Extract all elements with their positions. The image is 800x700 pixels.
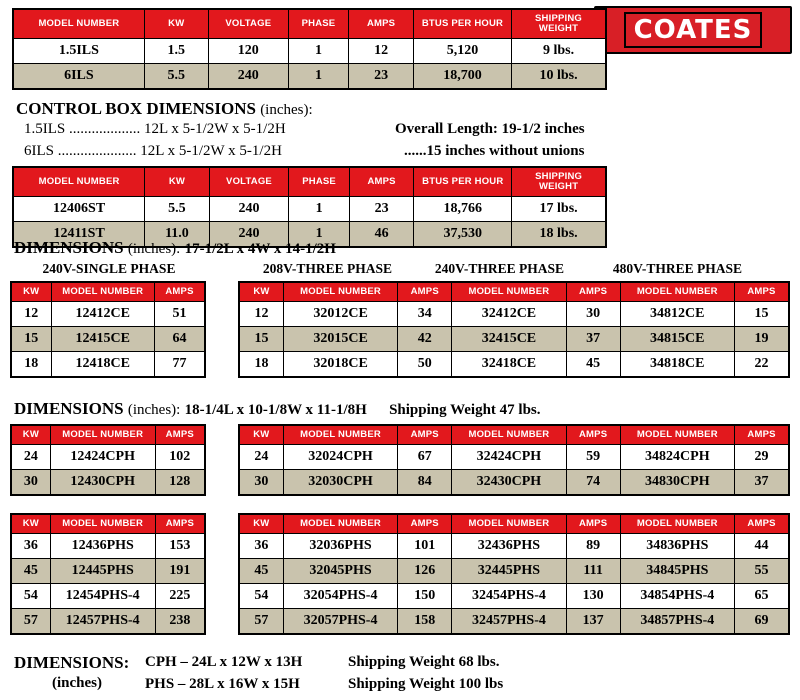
cell-kw: 12 bbox=[239, 301, 283, 326]
cell-kw: 45 bbox=[239, 558, 283, 583]
cell-kw: 5.5 bbox=[144, 63, 208, 89]
table-row bbox=[11, 583, 205, 608]
table-row bbox=[11, 444, 205, 469]
th-model-number-208: MODEL NUMBER bbox=[283, 514, 398, 533]
table-row bbox=[13, 38, 606, 63]
table-row bbox=[11, 351, 205, 377]
group-label-480v-three: 480V-THREE PHASE bbox=[612, 261, 743, 276]
cell-amps: 225 bbox=[155, 583, 205, 608]
footer-dims-label: DIMENSIONS: bbox=[14, 653, 130, 672]
table-row bbox=[239, 583, 789, 608]
cell-amps-240: 74 bbox=[566, 469, 620, 495]
group-label-208v-three: 208V-THREE PHASE bbox=[262, 261, 393, 276]
cell-btus: 18,766 bbox=[414, 196, 512, 221]
th-kw: KW bbox=[11, 425, 50, 444]
cell-kw: 57 bbox=[11, 608, 50, 634]
dimensions-line-ce bbox=[14, 399, 541, 419]
cell-model-480: 34857PHS-4 bbox=[620, 608, 735, 634]
th-model-number: MODEL NUMBER bbox=[13, 9, 144, 38]
table-st-specs bbox=[12, 166, 607, 248]
cell-model-240: 32415CE bbox=[452, 326, 566, 351]
table-row bbox=[11, 533, 205, 558]
th-btus: BTUS PER HOUR bbox=[414, 167, 512, 196]
table-header-row bbox=[13, 9, 606, 38]
footer-phs-dims: PHS – 28L x 16W x 15H bbox=[145, 676, 300, 692]
cell-voltage: 240 bbox=[209, 196, 289, 221]
cell-kw: 12 bbox=[11, 301, 51, 326]
cell-model-208: 32012CE bbox=[283, 301, 397, 326]
control-box-line-1 bbox=[24, 121, 286, 138]
cell-kw: 24 bbox=[239, 444, 283, 469]
cell-amps-240: 137 bbox=[566, 608, 620, 634]
cell-kw: 54 bbox=[11, 583, 50, 608]
group-label-240v-single: 240V-SINGLE PHASE bbox=[42, 261, 176, 276]
cell-model-208: 32018CE bbox=[283, 351, 397, 377]
cell-model-240: 32412CE bbox=[452, 301, 566, 326]
cell-model-240: 32418CE bbox=[452, 351, 566, 377]
cell-voltage: 120 bbox=[208, 38, 288, 63]
th-amps: AMPS bbox=[154, 282, 205, 301]
cell-amps: 102 bbox=[155, 444, 205, 469]
th-model-number-208: MODEL NUMBER bbox=[283, 282, 397, 301]
th-amps: AMPS bbox=[349, 9, 414, 38]
cell-weight: 17 lbs. bbox=[512, 196, 606, 221]
th-kw: KW bbox=[145, 167, 209, 196]
cell-kw: 18 bbox=[239, 351, 283, 377]
dims3-units: (inches): bbox=[127, 402, 181, 418]
cell-amps-480: 15 bbox=[734, 301, 789, 326]
logo-inner-frame bbox=[624, 12, 763, 48]
table-phs-three-phase bbox=[238, 513, 790, 635]
cell-model-480: 34824CPH bbox=[620, 444, 735, 469]
cell-amps-208: 42 bbox=[398, 326, 452, 351]
cell-btus: 37,530 bbox=[414, 221, 512, 247]
table-row bbox=[239, 301, 789, 326]
cell-model-208: 32054PHS-4 bbox=[283, 583, 398, 608]
cell-amps: 12 bbox=[349, 38, 414, 63]
cell-amps-240: 30 bbox=[566, 301, 620, 326]
cell-model: 12412CE bbox=[51, 301, 154, 326]
cell-phase: 1 bbox=[289, 221, 349, 247]
cell-kw: 45 bbox=[11, 558, 50, 583]
cell-model: 12445PHS bbox=[50, 558, 155, 583]
dims2-units: (inches): bbox=[127, 241, 181, 257]
control-box-without-unions: ......15 inches without unions bbox=[404, 143, 585, 159]
cell-amps: 191 bbox=[155, 558, 205, 583]
cell-amps: 23 bbox=[349, 196, 414, 221]
cell-amps: 51 bbox=[154, 301, 205, 326]
dims3-value: 18-1/4L x 10-1/8W x 11-1/8H bbox=[184, 402, 367, 418]
th-voltage: VOLTAGE bbox=[209, 167, 289, 196]
footer-phs-weight: Shipping Weight 100 lbs bbox=[348, 676, 504, 692]
cell-phase: 1 bbox=[288, 38, 348, 63]
th-amps-480: AMPS bbox=[735, 514, 789, 533]
dims3-weight: Shipping Weight 47 lbs. bbox=[389, 402, 541, 418]
dims2-value: 17-1/2L x 4W x 14-1/2H bbox=[184, 241, 336, 257]
cell-model-208: 32030CPH bbox=[283, 469, 398, 495]
cell-amps-480: 65 bbox=[735, 583, 789, 608]
th-amps-480: AMPS bbox=[735, 425, 789, 444]
th-kw: KW bbox=[11, 282, 51, 301]
cell-model: 1.5ILS bbox=[13, 38, 144, 63]
cell-amps: 238 bbox=[155, 608, 205, 634]
cell-amps-208: 101 bbox=[398, 533, 452, 558]
group-label-240v-three: 240V-THREE PHASE bbox=[434, 261, 565, 276]
table-row bbox=[239, 351, 789, 377]
cell-amps-208: 84 bbox=[398, 469, 452, 495]
control-box-line-2 bbox=[24, 143, 282, 160]
table-row bbox=[239, 608, 789, 634]
cell-kw: 54 bbox=[239, 583, 283, 608]
cell-model-208: 32045PHS bbox=[283, 558, 398, 583]
cell-amps-208: 158 bbox=[398, 608, 452, 634]
th-model-number-208: MODEL NUMBER bbox=[283, 425, 398, 444]
cell-model: 12418CE bbox=[51, 351, 154, 377]
cb1-model: 1.5ILS ................... bbox=[24, 121, 141, 137]
cell-amps-240: 89 bbox=[566, 533, 620, 558]
cell-amps-480: 22 bbox=[734, 351, 789, 377]
cell-model-480: 34812CE bbox=[620, 301, 734, 326]
th-amps-208: AMPS bbox=[398, 514, 452, 533]
cell-kw: 15 bbox=[11, 326, 51, 351]
table-ce-240v-single bbox=[10, 281, 206, 378]
th-amps: AMPS bbox=[155, 425, 205, 444]
cell-amps-240: 59 bbox=[566, 444, 620, 469]
cell-model: 12406ST bbox=[13, 196, 145, 221]
cell-model-480: 34818CE bbox=[620, 351, 734, 377]
cell-phase: 1 bbox=[288, 63, 348, 89]
cell-amps-480: 44 bbox=[735, 533, 789, 558]
table-header-row bbox=[11, 282, 205, 301]
cell-weight: 9 lbs. bbox=[512, 38, 606, 63]
th-model-number-240: MODEL NUMBER bbox=[452, 425, 567, 444]
cell-model-208: 32024CPH bbox=[283, 444, 398, 469]
cell-kw: 5.5 bbox=[145, 196, 209, 221]
dimensions-line-st bbox=[14, 238, 336, 258]
th-amps-480: AMPS bbox=[734, 282, 789, 301]
cell-phase: 1 bbox=[289, 196, 349, 221]
table-header-row bbox=[11, 514, 205, 533]
cb2-dims: 12L x 5-1/2W x 5-1/2H bbox=[140, 143, 282, 159]
cell-kw: 36 bbox=[239, 533, 283, 558]
cell-amps-208: 34 bbox=[398, 301, 452, 326]
control-box-heading bbox=[16, 99, 313, 119]
th-kw: KW bbox=[239, 282, 283, 301]
cell-amps-208: 150 bbox=[398, 583, 452, 608]
table-header-row bbox=[239, 514, 789, 533]
table-cph-three-phase bbox=[238, 424, 790, 496]
cell-model-480: 34845PHS bbox=[620, 558, 735, 583]
th-model-number-480: MODEL NUMBER bbox=[620, 425, 735, 444]
th-phase: PHASE bbox=[289, 167, 349, 196]
cell-model-208: 32015CE bbox=[283, 326, 397, 351]
th-voltage: VOLTAGE bbox=[208, 9, 288, 38]
cell-amps: 64 bbox=[154, 326, 205, 351]
table-row bbox=[239, 444, 789, 469]
th-amps-208: AMPS bbox=[398, 425, 452, 444]
cell-amps-480: 29 bbox=[735, 444, 789, 469]
th-amps: AMPS bbox=[349, 167, 414, 196]
logo-text: COATES bbox=[633, 15, 753, 45]
table-ils-specs bbox=[12, 8, 607, 90]
cell-btus: 18,700 bbox=[413, 63, 511, 89]
cell-kw: 11.0 bbox=[145, 221, 209, 247]
cell-kw: 18 bbox=[11, 351, 51, 377]
dims2-label: DIMENSIONS bbox=[14, 238, 124, 257]
cell-model: 12454PHS-4 bbox=[50, 583, 155, 608]
cell-model-240: 32454PHS-4 bbox=[452, 583, 567, 608]
cell-model-480: 34815CE bbox=[620, 326, 734, 351]
footer-cph-weight: Shipping Weight 68 lbs. bbox=[348, 654, 500, 670]
cb2-model: 6ILS ..................... bbox=[24, 143, 137, 159]
th-amps-240: AMPS bbox=[566, 514, 620, 533]
table-header-row bbox=[239, 282, 789, 301]
th-kw: KW bbox=[239, 425, 283, 444]
cell-amps-208: 50 bbox=[398, 351, 452, 377]
table-header-row bbox=[11, 425, 205, 444]
control-box-overall-length: Overall Length: 19-1/2 inches bbox=[395, 121, 585, 137]
cell-amps-240: 130 bbox=[566, 583, 620, 608]
cell-model: 12436PHS bbox=[50, 533, 155, 558]
th-amps: AMPS bbox=[155, 514, 205, 533]
cell-amps-240: 37 bbox=[566, 326, 620, 351]
th-model-number-480: MODEL NUMBER bbox=[620, 514, 735, 533]
cell-amps-208: 126 bbox=[398, 558, 452, 583]
cell-model-240: 32445PHS bbox=[452, 558, 567, 583]
table-row bbox=[239, 558, 789, 583]
th-model-number: MODEL NUMBER bbox=[51, 282, 154, 301]
table-row bbox=[13, 196, 606, 221]
cell-voltage: 240 bbox=[208, 63, 288, 89]
cell-weight: 18 lbs. bbox=[512, 221, 606, 247]
cell-amps-240: 111 bbox=[566, 558, 620, 583]
th-shipweight: SHIPPING WEIGHT bbox=[512, 9, 606, 38]
cell-kw: 1.5 bbox=[144, 38, 208, 63]
th-amps-240: AMPS bbox=[566, 425, 620, 444]
cell-kw: 15 bbox=[239, 326, 283, 351]
cell-amps-208: 67 bbox=[398, 444, 452, 469]
cell-kw: 36 bbox=[11, 533, 50, 558]
cell-amps-480: 37 bbox=[735, 469, 789, 495]
footer-dims-units: (inches) bbox=[52, 675, 102, 691]
cell-model-240: 32436PHS bbox=[452, 533, 567, 558]
th-model-number: MODEL NUMBER bbox=[50, 514, 155, 533]
cell-model-480: 34836PHS bbox=[620, 533, 735, 558]
table-cph-240v-single bbox=[10, 424, 206, 496]
table-header-row bbox=[13, 167, 606, 196]
table-row bbox=[11, 608, 205, 634]
th-shipweight: SHIPPING WEIGHT bbox=[512, 167, 606, 196]
th-amps-240: AMPS bbox=[566, 282, 620, 301]
table-row bbox=[11, 558, 205, 583]
table-row bbox=[11, 301, 205, 326]
control-box-title: CONTROL BOX DIMENSIONS bbox=[16, 99, 256, 118]
cell-weight: 10 lbs. bbox=[512, 63, 606, 89]
th-model-number-240: MODEL NUMBER bbox=[452, 282, 566, 301]
table-ce-three-phase bbox=[238, 281, 790, 378]
cell-model-480: 34854PHS-4 bbox=[620, 583, 735, 608]
cell-model-240: 32424CPH bbox=[452, 444, 567, 469]
control-box-title-suffix: (inches): bbox=[260, 102, 313, 118]
cell-kw: 30 bbox=[11, 469, 50, 495]
cell-amps-480: 55 bbox=[735, 558, 789, 583]
th-btus: BTUS PER HOUR bbox=[413, 9, 511, 38]
cell-model: 12424CPH bbox=[50, 444, 155, 469]
table-header-row bbox=[239, 425, 789, 444]
cell-kw: 57 bbox=[239, 608, 283, 634]
cell-model-240: 32457PHS-4 bbox=[452, 608, 567, 634]
cell-model-208: 32036PHS bbox=[283, 533, 398, 558]
th-kw: KW bbox=[239, 514, 283, 533]
cell-voltage: 240 bbox=[209, 221, 289, 247]
cell-amps-480: 69 bbox=[735, 608, 789, 634]
cell-amps-480: 19 bbox=[734, 326, 789, 351]
cell-model: 12415CE bbox=[51, 326, 154, 351]
table-row bbox=[239, 533, 789, 558]
cell-model: 12411ST bbox=[13, 221, 145, 247]
th-model-number: MODEL NUMBER bbox=[13, 167, 145, 196]
table-phs-240v-single bbox=[10, 513, 206, 635]
table-row bbox=[239, 326, 789, 351]
th-model-number-480: MODEL NUMBER bbox=[620, 282, 734, 301]
table-row bbox=[11, 469, 205, 495]
cell-model-480: 34830CPH bbox=[620, 469, 735, 495]
th-amps-208: AMPS bbox=[398, 282, 452, 301]
cell-amps: 46 bbox=[349, 221, 414, 247]
dims3-label: DIMENSIONS bbox=[14, 399, 124, 418]
cell-amps: 23 bbox=[349, 63, 414, 89]
coates-logo bbox=[594, 6, 792, 54]
table-row bbox=[11, 326, 205, 351]
th-kw: KW bbox=[144, 9, 208, 38]
footer-cph-dims: CPH – 24L x 12W x 13H bbox=[145, 654, 303, 670]
cell-amps: 77 bbox=[154, 351, 205, 377]
cb1-dims: 12L x 5-1/2W x 5-1/2H bbox=[144, 121, 286, 137]
cell-kw: 30 bbox=[239, 469, 283, 495]
cell-amps: 128 bbox=[155, 469, 205, 495]
cell-amps-240: 45 bbox=[566, 351, 620, 377]
cell-kw: 24 bbox=[11, 444, 50, 469]
th-model-number-240: MODEL NUMBER bbox=[452, 514, 567, 533]
cell-amps: 153 bbox=[155, 533, 205, 558]
th-phase: PHASE bbox=[288, 9, 348, 38]
th-model-number: MODEL NUMBER bbox=[50, 425, 155, 444]
cell-model-208: 32057PHS-4 bbox=[283, 608, 398, 634]
table-row bbox=[239, 469, 789, 495]
th-kw: KW bbox=[11, 514, 50, 533]
cell-model: 12430CPH bbox=[50, 469, 155, 495]
cell-model: 6ILS bbox=[13, 63, 144, 89]
table-row bbox=[13, 63, 606, 89]
cell-btus: 5,120 bbox=[413, 38, 511, 63]
cell-model: 12457PHS-4 bbox=[50, 608, 155, 634]
cell-model-240: 32430CPH bbox=[452, 469, 567, 495]
